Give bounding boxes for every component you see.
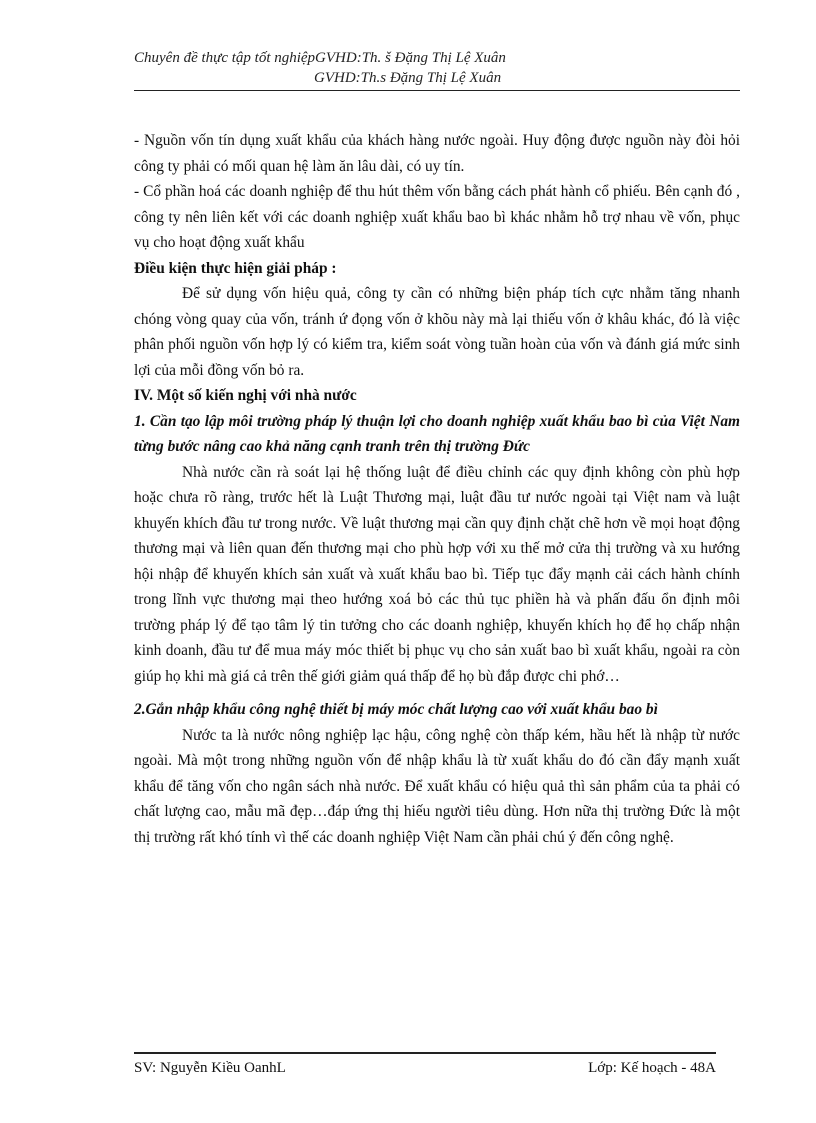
header-advisor: GVHD:Th.s Đặng Thị Lệ Xuân: [314, 70, 502, 86]
page-footer: [134, 1058, 716, 1078]
paragraph-technology: Nước ta là nước nông nghiệp lạc hậu, công nghệ còn thấp kém, hầu hết là nhập từ nước ngoài. Mà một trong những nguồn vốn để nhập khẩu là từ xuất khẩu do đó cần đẩy mạnh xuất khẩu để tăng vốn cho ngân sách nhà nước. Để xuất khẩu có hiệu quả thì sản phẩm của ta phải có chất lượng cao, mẫu mã đẹp…đáp ứng thị hiếu người tiêu dùng. Hơn nữa thị trường Đức là một thị trường rất khó tính vì thế các doanh nghiệp Việt Nam cần phải chú ý đến công nghệ.: [134, 726, 740, 846]
paragraph-legal-review: Nhà nước cần rà soát lại hệ thống luật để điều chỉnh các quy định không còn phù hợp hoặc chưa rõ ràng, trước hết là Luật Thương mại, luật đầu tư nước ngoài tại Việt nam và luật khuyến khích đầu tư trong nước. Về luật thương mại cần quy định chặt chẽ hơn về mọi hoạt động thương mại và liên quan đến thương mại cho phù hợp với xu thế mở cửa thị trường và xu hướng hội nhập để khuyến khích sản xuất và xuất khẩu bao bì. Tiếp tục đẩy mạnh cải cách hành chính trong lĩnh vực thương mại theo hướng xoá bỏ các thủ tục phiền hà và phấn đấu ổn định môi trường pháp lý để tạo tâm lý tin tưởng cho các doanh nghiệp, khuyến khích họ để họ chấp nhận kinh doanh, đầu tư để mua máy móc thiết bị phục vụ cho sản xuất bao bì xuất khẩu, ngoài ra còn giúp họ khi mà giá cả trên thế giới giảm quá thấp để họ bù đắp được chi phớ…: [134, 463, 740, 685]
condition-heading: Điều kiện thực hiện giải pháp :: [134, 259, 337, 277]
section-iv-heading: IV. Một số kiến nghị với nhà nước: [134, 387, 357, 404]
heading-technology-import: 2.Gắn nhập khẩu công nghệ thiết bị máy móc chất lượng cao với xuất khẩu bao bì: [134, 701, 658, 718]
header-title: Chuyên đề thực tập tốt nghiệpGVHD:Th. š Đặng Thị Lệ Xuân: [134, 50, 506, 66]
page-header: [134, 48, 740, 88]
paragraph-capital-efficiency: Để sử dụng vốn hiệu quả, công ty cần có những biện pháp tích cực nhằm tăng nhanh chóng vòng quay của vốn, tránh ứ đọng vốn ở khõu này mà lại thiếu vốn ở khâu khác, đó là việc phân phối nguồn vốn hợp lý có kiểm tra, kiểm soát vòng tuần hoàn của vốn và đánh giá mức sinh lợi của mỗi đồng vốn bỏ ra.: [134, 285, 740, 379]
header-divider: [134, 90, 740, 91]
spacer: [134, 689, 740, 697]
document-body: [134, 128, 740, 850]
paragraph-equitization: - Cổ phần hoá các doanh nghiệp để thu hút thêm vốn bằng cách phát hành cổ phiếu. Bên cạnh đó , công ty nên liên kết với các doanh nghiệp xuất khẩu bao bì khác nhằm hỗ trợ nhau về vốn, phục vụ cho hoạt động xuất khẩu: [134, 183, 740, 251]
footer-divider: [134, 1052, 716, 1054]
footer-class: Lớp: Kế hoạch - 48A: [588, 1060, 716, 1076]
heading-legal-environment: 1. Cần tạo lập môi trường pháp lý thuận lợi cho doanh nghiệp xuất khẩu bao bì của Việt Nam từng bước nâng cao khả năng cạnh tranh trên thị trường Đức: [134, 412, 740, 455]
footer-student: SV: Nguyễn Kiều OanhL: [134, 1060, 286, 1076]
paragraph-credit-source: - Nguồn vốn tín dụng xuất khẩu của khách hàng nước ngoài. Huy động được nguồn này đòi hỏi công ty phải có mối quan hệ làm ăn lâu dài, có uy tín.: [134, 132, 740, 175]
